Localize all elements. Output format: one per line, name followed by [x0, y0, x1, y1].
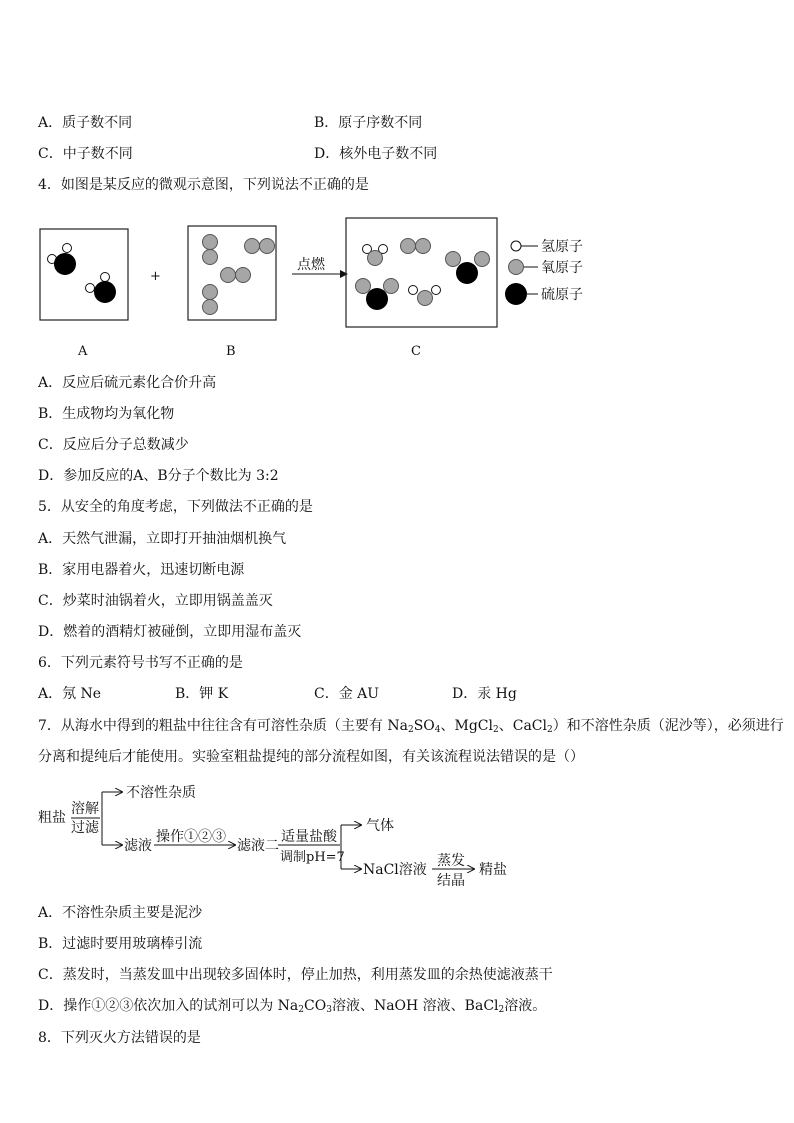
- flow-crystallize: 结晶: [437, 873, 465, 889]
- h2s-molecule-1: [48, 244, 77, 276]
- q6-option-c: C．金 AU: [314, 686, 380, 702]
- flow-insoluble: 不溶性杂质: [126, 785, 196, 801]
- q3-option-d: D．核外电子数不同: [314, 146, 438, 162]
- flow-operation: 操作①②③: [156, 829, 226, 845]
- box-c-label: C: [411, 344, 421, 359]
- box-a-label: A: [78, 344, 88, 359]
- q6-stem: 6．下列元素符号书写不正确的是: [38, 655, 243, 671]
- q6-option-a: A．氖 Ne: [38, 686, 102, 702]
- q4-stem: 4．如图是某反应的微观示意图，下列说法不正确的是: [38, 177, 369, 193]
- q5-option-a: A．天然气泄漏，立即打开抽油烟机换气: [38, 531, 287, 547]
- q4-option-a: A．反应后硫元素化合价升高: [38, 375, 217, 391]
- q3-option-a: A．质子数不同: [38, 115, 133, 131]
- flow-filtrate2: 滤液二: [237, 838, 279, 854]
- flow-filtrate: 滤液: [124, 838, 152, 854]
- q4-option-d: D．参加反应的A、B分子个数比为 3:2: [38, 468, 279, 484]
- q7-option-b: B．过滤时要用玻璃棒引流: [38, 936, 203, 952]
- box-b-label: B: [226, 344, 236, 359]
- q7-flow-diagram: [30, 775, 530, 895]
- q6-option-d: D．汞 Hg: [452, 686, 517, 702]
- q3-option-c: C．中子数不同: [38, 146, 133, 162]
- reaction-arrow: [340, 270, 348, 278]
- legend-hydrogen-swatch: [511, 241, 521, 251]
- q7-option-a: A．不溶性杂质主要是泥沙: [38, 905, 203, 921]
- q4-option-c: C．反应后分子总数减少: [38, 437, 189, 453]
- so2-molecule-2: [356, 279, 399, 311]
- q7-stem-line1: 7．从海水中得到的粗盐中往往含有可溶性杂质（主要有 $Na_2SO_4$、MgCl$_2$、CaCl$_2$）和不溶性杂质（泥沙等），必须进行: [38, 718, 784, 735]
- q5-stem: 5．从安全的角度考虑，下列做法不正确的是: [38, 499, 313, 515]
- o2-molecule-4-atom: [203, 285, 218, 300]
- so2-molecule-1: [446, 252, 490, 285]
- q3-option-b: B．原子序数不同: [314, 115, 423, 131]
- q7-option-d: D．操作①②③依次加入的试剂可以为 $Na_2CO_3$溶液、NaOH 溶液、BaCl$_2$溶液。: [38, 998, 547, 1015]
- h2s-molecule-2: [86, 273, 117, 304]
- q5-option-b: B．家用电器着火，迅速切断电源: [38, 562, 245, 578]
- q7-option-c: C．蒸发时，当蒸发皿中出现较多固体时，停止加热，利用蒸发皿的余热使滤液蒸干: [38, 967, 553, 983]
- plus-sign: +: [150, 269, 161, 284]
- flow-evaporate: 蒸发: [437, 853, 465, 869]
- flow-adjust-ph: 调制pH=7: [280, 850, 345, 865]
- flow-dissolve: 溶解: [71, 801, 99, 817]
- q7-stem-line2: 分离和提纯后才能使用。实验室粗盐提纯的部分流程如图，有关该流程说法错误的是（）: [38, 749, 584, 765]
- flow-nacl-solution: NaCl溶液: [363, 862, 427, 878]
- flow-gas: 气体: [366, 818, 394, 834]
- ignite-label: 点燃: [297, 257, 325, 273]
- h2o-molecule-2: [409, 286, 441, 306]
- q4-reaction-figure: [30, 210, 600, 360]
- q6-option-b: B．钾 K: [175, 686, 229, 702]
- flow-refined-salt: 精盐: [479, 862, 507, 878]
- box-a: [40, 229, 128, 320]
- q4-option-b: B．生成物均为氧化物: [38, 406, 175, 422]
- o2-molecule-1-atom: [203, 235, 218, 250]
- o2-molecule-3-atom: [221, 268, 236, 283]
- flow-crude-salt: 粗盐: [38, 810, 66, 826]
- flow-hcl: 适量盐酸: [281, 829, 337, 845]
- flow-filter: 过滤: [71, 820, 99, 836]
- h2o-molecule-1: [363, 245, 388, 266]
- legend-oxygen-label: 氧原子: [541, 260, 583, 276]
- q5-option-c: C．炒菜时油锅着火，立即用锅盖盖灭: [38, 593, 273, 609]
- o2-molecule-c: [401, 239, 431, 254]
- legend-hydrogen-label: 氢原子: [541, 239, 583, 255]
- o2-molecule-2-atom: [245, 239, 260, 254]
- q5-option-d: D．燃着的酒精灯被碰倒，立即用湿布盖灭: [38, 624, 302, 640]
- q8-stem: 8．下列灭火方法错误的是: [38, 1030, 201, 1046]
- legend-oxygen-swatch: [509, 260, 524, 275]
- legend-sulfur-swatch: [505, 283, 527, 305]
- legend: [505, 239, 583, 305]
- legend-sulfur-label: 硫原子: [541, 287, 583, 303]
